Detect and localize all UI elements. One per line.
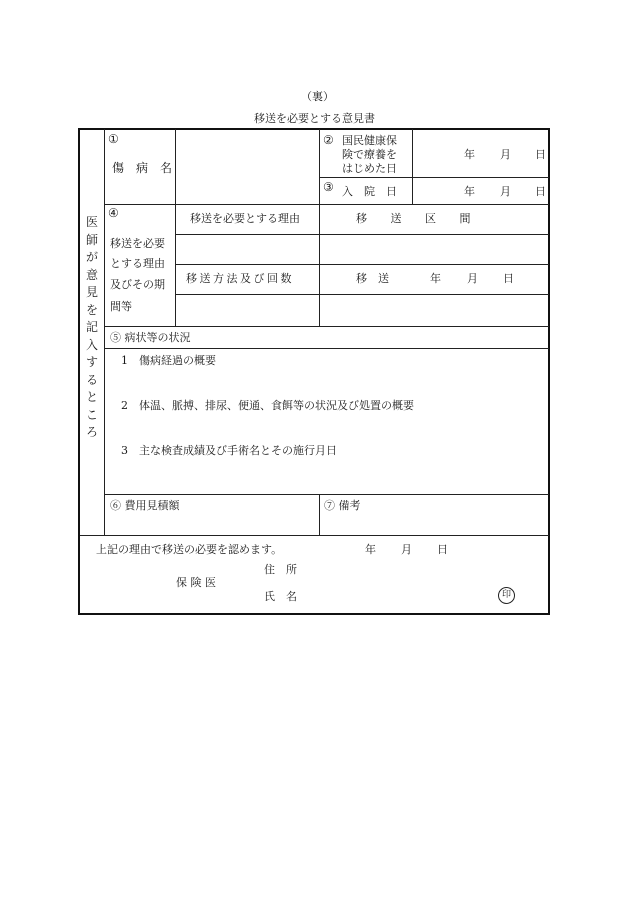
date2-month: 月: [500, 185, 511, 198]
cost-estimate-label: ⑥ 費用見積額: [110, 499, 180, 512]
date1-month: 月: [500, 148, 511, 161]
condition-header: ⑤ 病状等の状況: [110, 331, 191, 344]
divider-date-col: [412, 129, 413, 204]
insurance-start-label-line3: はじめた日: [342, 162, 397, 175]
transfer-date-label: 移 送: [356, 272, 389, 285]
seal-mark: 印: [498, 587, 515, 604]
reason-column-header: 移送を必要とする理由: [190, 212, 300, 225]
form-title: 移送を必要とする意見書: [254, 112, 375, 125]
cert-date-month: 月: [401, 543, 412, 556]
disease-name-label: 傷 病 名: [112, 161, 173, 175]
doctor-name-label: 氏 名: [264, 590, 297, 603]
line-row4-b: [175, 264, 549, 265]
row4-label-line3: 及びその期: [110, 278, 165, 291]
cert-date-year: 年: [365, 543, 376, 556]
date2-day: 日: [535, 185, 546, 198]
line-row5-header: [104, 348, 549, 349]
condition-item-2: 2 体温、脈搏、排尿、便通、食餌等の状況及び処置の概要: [121, 399, 414, 412]
line-row4-top: [104, 204, 549, 205]
row4-number: ④: [108, 206, 119, 220]
back-side-label: （裏）: [301, 90, 334, 103]
transfer-date-month: 月: [467, 272, 478, 285]
side-label: 医 師 が 意 見 を 記 入 す る と こ ろ: [85, 215, 98, 439]
line-row1-split: [319, 177, 549, 178]
row2-number: ②: [323, 133, 334, 147]
section-column-header: 移 送 区 間: [356, 212, 471, 225]
insurance-start-label-line1: 国民健康保: [342, 134, 397, 147]
line-row6-top: [104, 494, 549, 495]
row4-label-line4: 間等: [110, 300, 132, 313]
cert-date-day: 日: [437, 543, 448, 556]
line-row4-a: [175, 234, 549, 235]
date2-year: 年: [464, 185, 475, 198]
form-frame: [78, 128, 550, 615]
divider-label-col: [175, 129, 176, 204]
line-row4-c: [175, 294, 549, 295]
date1-year: 年: [464, 148, 475, 161]
divider-left: [104, 129, 105, 535]
insurance-doctor-label: 保 険 医: [176, 576, 216, 589]
condition-item-1: 1 傷病経過の概要: [121, 354, 216, 367]
row4-label-line1: 移送を必要: [110, 237, 165, 250]
method-column-header: 移送方法及び回数: [186, 272, 294, 285]
row1-number: ①: [108, 132, 119, 146]
line-row5-top: [104, 326, 549, 327]
date1-day: 日: [535, 148, 546, 161]
remarks-label: ⑦ 備考: [324, 499, 361, 512]
row3-number: ③: [323, 180, 334, 194]
transfer-date-day: 日: [503, 272, 514, 285]
line-footer-top: [80, 535, 549, 536]
divider-mid: [319, 129, 320, 326]
insurance-start-label-line2: 険で療養を: [342, 148, 397, 161]
row4-label-line2: とする理由: [110, 257, 165, 270]
condition-item-3: 3 主な検査成績及び手術名とその施行月日: [121, 444, 337, 457]
doctor-address-label: 住 所: [264, 563, 297, 576]
transfer-date-year: 年: [430, 272, 441, 285]
divider-mid-lower: [319, 494, 320, 535]
divider-label-col-2: [175, 204, 176, 326]
certification-statement: 上記の理由で移送の必要を認めます。: [96, 543, 283, 556]
admission-date-label: 入 院 日: [342, 185, 397, 198]
